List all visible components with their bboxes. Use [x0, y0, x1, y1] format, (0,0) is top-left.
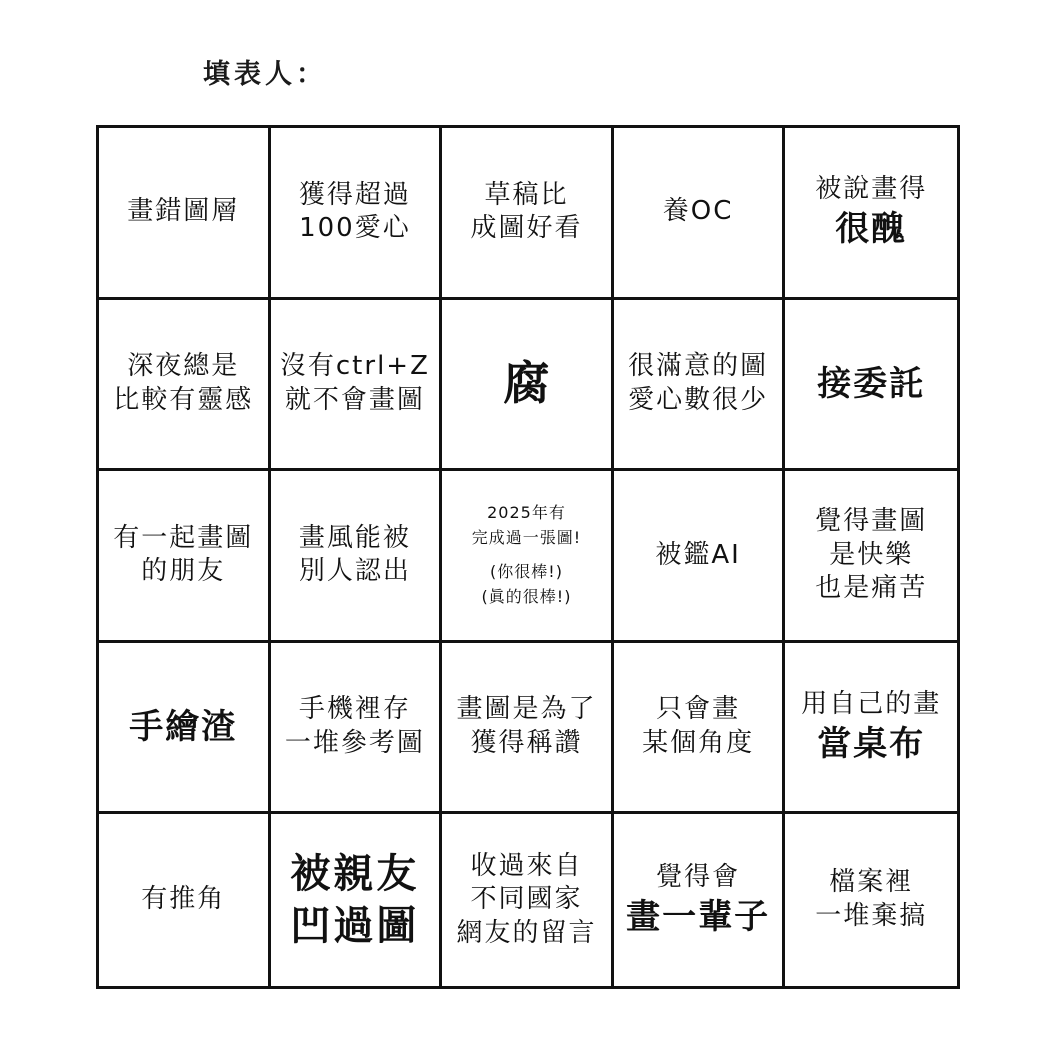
bingo-cell-text: 畫風能被 — [298, 522, 411, 553]
bingo-cell-text: 凹過圖 — [290, 903, 420, 950]
bingo-cell[interactable] — [271, 643, 443, 815]
bingo-cell-text: 不同國家 — [470, 884, 583, 915]
bingo-cell-text: (眞的很棒!) — [481, 587, 572, 607]
bingo-board — [96, 125, 960, 989]
bingo-cell-text: 完成過一張圖! — [471, 527, 582, 547]
bingo-cell[interactable] — [442, 471, 614, 643]
bingo-cell[interactable] — [271, 471, 443, 643]
bingo-cell[interactable] — [271, 814, 443, 986]
bingo-cell-text: 檔案裡 — [829, 867, 914, 898]
bingo-cell-text: 接委託 — [817, 363, 926, 404]
bingo-cell[interactable] — [442, 300, 614, 472]
filler-label: 填表人： — [203, 59, 327, 90]
bingo-cell-text: 沒有ctrl+Z — [279, 351, 430, 382]
bingo-cell-text: 畫一輩子 — [626, 897, 771, 937]
bingo-cell[interactable] — [614, 471, 786, 643]
bingo-cell[interactable] — [271, 128, 443, 300]
bingo-cell-text: 畫錯圖層 — [127, 196, 240, 227]
bingo-cell-text: 覺得會 — [656, 862, 741, 893]
bingo-cell-text: 100愛心 — [299, 213, 411, 244]
bingo-cell-text: 獲得超過 — [298, 179, 411, 210]
bingo-cell-text: 腐 — [503, 355, 550, 410]
bingo-cell-text: 網友的留言 — [456, 918, 597, 949]
bingo-cell[interactable] — [785, 643, 957, 815]
bingo-cell-text: 被親友 — [290, 851, 420, 898]
bingo-cell-text: 手繪渣 — [129, 707, 238, 747]
bingo-cell-text: 覺得畫圖 — [815, 505, 928, 536]
bingo-cell-text: 成圖好看 — [470, 213, 583, 244]
bingo-cell-text: 養OC — [662, 196, 734, 227]
bingo-cell[interactable] — [442, 814, 614, 986]
bingo-cell-text: 是快樂 — [829, 539, 914, 570]
bingo-cell-text: 用自己的畫 — [801, 689, 942, 720]
bingo-cell-text: 愛心數很少 — [628, 384, 769, 415]
bingo-cell[interactable] — [614, 643, 786, 815]
bingo-cell[interactable] — [785, 814, 957, 986]
bingo-cell-text: 當桌布 — [817, 723, 926, 764]
bingo-cell[interactable] — [99, 814, 271, 986]
bingo-cell-text: 畫圖是為了 — [456, 694, 597, 725]
bingo-cell-text: 的朋友 — [141, 556, 226, 587]
bingo-cell-text: 就不會畫圖 — [284, 384, 425, 415]
bingo-cell-text: 2025年有 — [487, 502, 566, 522]
bingo-cell-text: 只會畫 — [656, 694, 741, 725]
bingo-cell[interactable] — [99, 300, 271, 472]
bingo-cell-text: 比較有靈感 — [113, 384, 254, 415]
bingo-cell-text: 某個角度 — [642, 728, 755, 759]
bingo-cell-text: 被說畫得 — [815, 174, 928, 205]
bingo-cell-text: 很滿意的圖 — [628, 351, 769, 382]
bingo-cell[interactable] — [785, 128, 957, 300]
bingo-cell[interactable] — [271, 300, 443, 472]
bingo-cell-text: 一堆參考圖 — [284, 728, 425, 759]
bingo-cell[interactable] — [99, 643, 271, 815]
bingo-cell[interactable] — [442, 643, 614, 815]
bingo-cell-text: 一堆棄搞 — [815, 901, 928, 932]
bingo-cell[interactable] — [785, 471, 957, 643]
bingo-cell-text: 手機裡存 — [298, 694, 411, 725]
bingo-cell-text: 也是痛苦 — [815, 573, 928, 604]
bingo-cell[interactable] — [614, 128, 786, 300]
bingo-cell-text: 被鑑AI — [655, 539, 741, 570]
bingo-cell[interactable] — [614, 814, 786, 986]
bingo-cell[interactable] — [99, 128, 271, 300]
bingo-cell-text: 深夜總是 — [127, 351, 240, 382]
bingo-cell-text: 很醜 — [835, 209, 908, 250]
bingo-cell[interactable] — [442, 128, 614, 300]
bingo-cell[interactable] — [785, 300, 957, 472]
bingo-cell-text: 有推角 — [141, 884, 226, 915]
bingo-cell-text: 別人認出 — [298, 556, 411, 587]
bingo-cell[interactable] — [99, 471, 271, 643]
bingo-cell-text: 獲得稱讚 — [470, 728, 583, 759]
bingo-cell-text: (你很棒!) — [490, 562, 563, 582]
bingo-cell-text: 收過來自 — [470, 850, 583, 881]
bingo-cell-text: 有一起畫圖 — [113, 522, 254, 553]
bingo-cell[interactable] — [614, 300, 786, 472]
bingo-cell-text: 草稿比 — [484, 179, 569, 210]
